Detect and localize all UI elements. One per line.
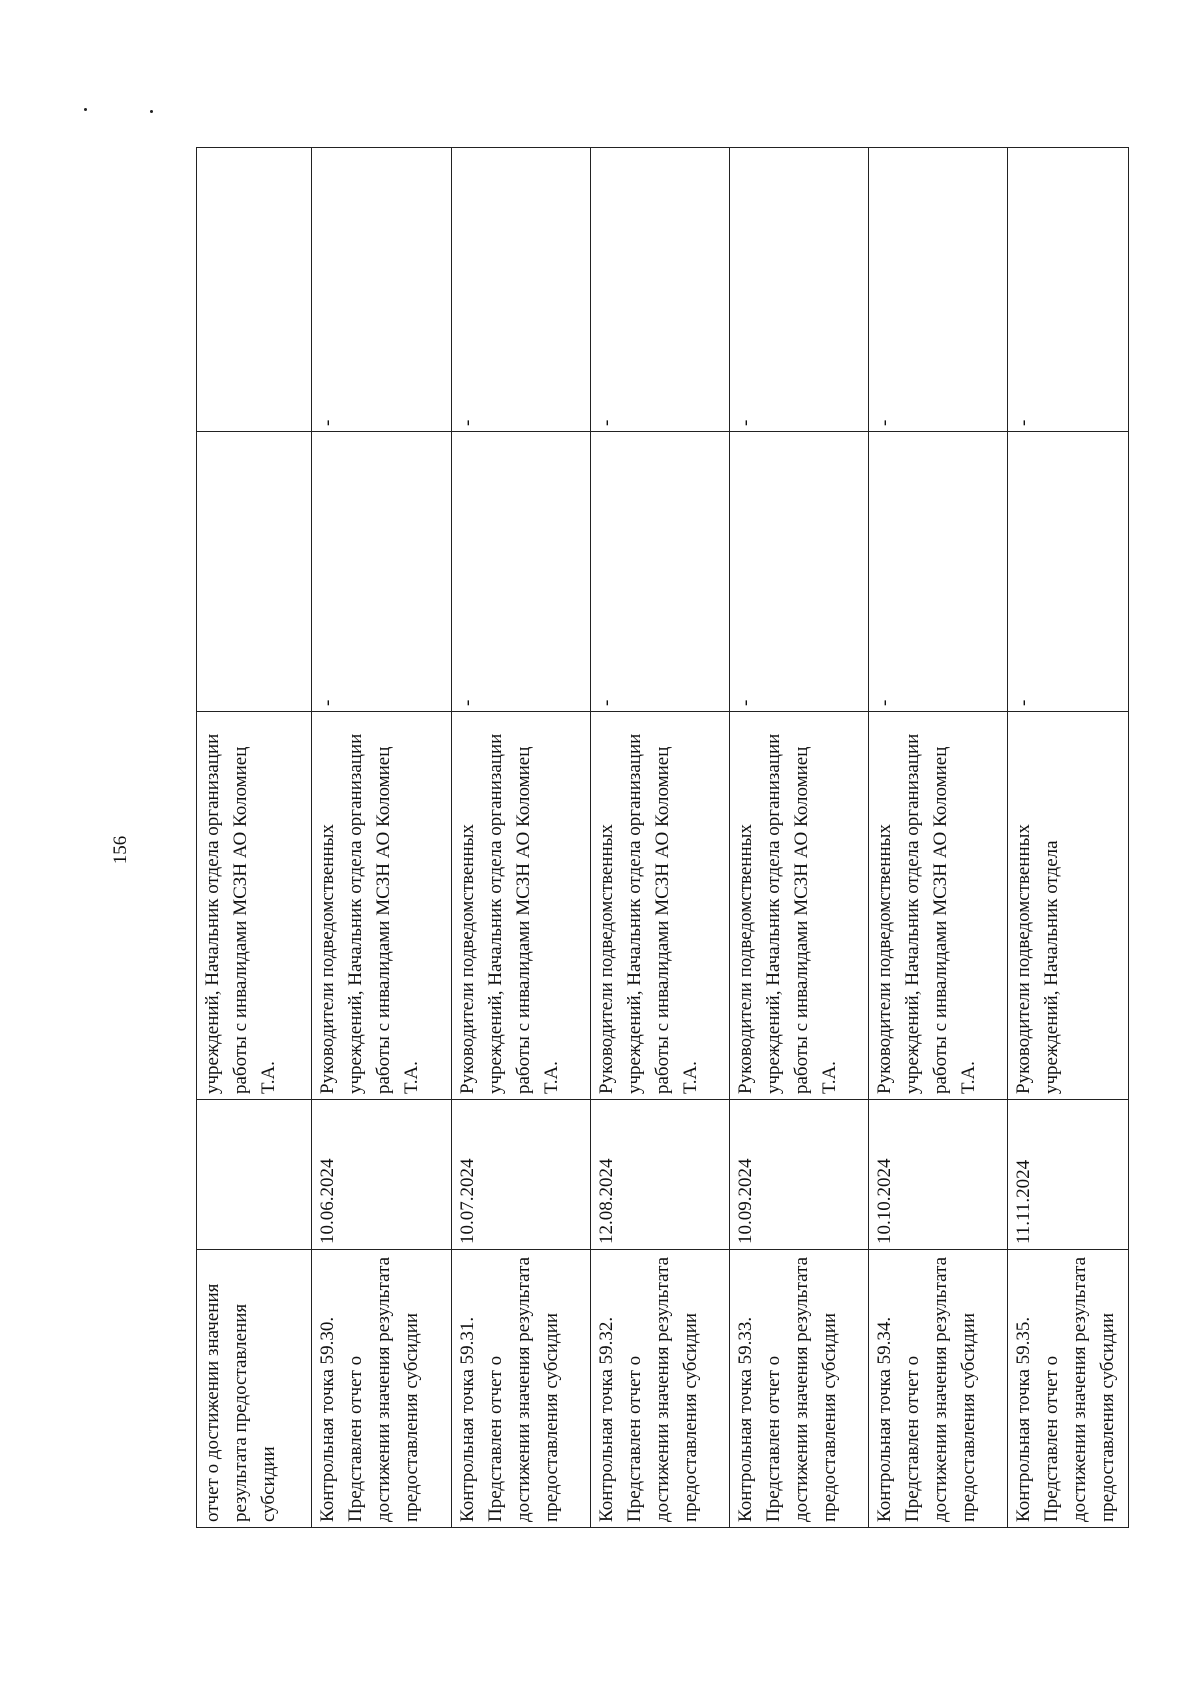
rotated-table-container bbox=[196, 148, 1129, 1528]
date-cell: 10.06.2024 bbox=[312, 1100, 451, 1250]
date-cell: 10.09.2024 bbox=[729, 1100, 868, 1250]
date-cell: 12.08.2024 bbox=[590, 1100, 729, 1250]
empty-cell bbox=[197, 148, 312, 432]
dash-cell: - bbox=[312, 148, 451, 432]
date-cell bbox=[197, 1100, 312, 1250]
event-cell: Контрольная точка 59.32. Представлен отчет о достижении значения результата предоставления субсидии bbox=[590, 1250, 729, 1528]
responsible-cell: Руководители подведомственных учреждений, Начальник отдела организации работы с инвалидами МСЗН АО Коломиец Т.А. bbox=[869, 712, 1008, 1100]
dash-cell: - bbox=[729, 148, 868, 432]
event-cell: Контрольная точка 59.30. Представлен отчет о достижении значения результата предоставления субсидии bbox=[312, 1250, 451, 1528]
responsible-cell: учреждений, Начальник отдела организации работы с инвалидами МСЗН АО Коломиец Т.А. bbox=[197, 712, 312, 1100]
date-cell: 11.11.2024 bbox=[1008, 1100, 1129, 1250]
table-row bbox=[312, 148, 451, 1528]
table-row bbox=[590, 148, 729, 1528]
responsible-cell: Руководители подведомственных учреждений, Начальник отдела организации работы с инвалидами МСЗН АО Коломиец Т.А. bbox=[312, 712, 451, 1100]
table-row bbox=[729, 148, 868, 1528]
dash-cell: - bbox=[451, 148, 590, 432]
responsible-cell: Руководители подведомственных учреждений, Начальник отдела организации работы с инвалидами МСЗН АО Коломиец Т.А. bbox=[729, 712, 868, 1100]
date-cell: 10.07.2024 bbox=[451, 1100, 590, 1250]
dash-cell: - bbox=[312, 432, 451, 712]
dash-cell: - bbox=[1008, 432, 1129, 712]
responsible-cell: Руководители подведомственных учреждений, Начальник отдела организации работы с инвалидами МСЗН АО Коломиец Т.А. bbox=[451, 712, 590, 1100]
responsible-cell: Руководители подведомственных учреждений, Начальник отдела bbox=[1008, 712, 1129, 1100]
responsible-cell: Руководители подведомственных учреждений, Начальник отдела организации работы с инвалидами МСЗН АО Коломиец Т.А. bbox=[590, 712, 729, 1100]
dash-cell: - bbox=[451, 432, 590, 712]
dash-cell: - bbox=[869, 432, 1008, 712]
dash-cell: - bbox=[590, 148, 729, 432]
event-cell: Контрольная точка 59.33. Представлен отчет о достижении значения результата предоставления субсидии bbox=[729, 1250, 868, 1528]
event-cell: Контрольная точка 59.35. Представлен отчет о достижении значения результата предоставления субсидии bbox=[1008, 1250, 1129, 1528]
page-number: 156 bbox=[110, 835, 131, 865]
event-cell: отчет о достижении значения результата предоставления субсидии bbox=[197, 1250, 312, 1528]
dash-cell: - bbox=[1008, 148, 1129, 432]
table-row bbox=[869, 148, 1008, 1528]
event-cell: Контрольная точка 59.34. Представлен отчет о достижении значения результата предоставления субсидии bbox=[869, 1250, 1008, 1528]
date-cell: 10.10.2024 bbox=[869, 1100, 1008, 1250]
control-points-table bbox=[196, 147, 1129, 1528]
scan-speck bbox=[84, 108, 87, 111]
table-row bbox=[451, 148, 590, 1528]
dash-cell: - bbox=[869, 148, 1008, 432]
table-row bbox=[197, 148, 312, 1528]
event-cell: Контрольная точка 59.31. Представлен отчет о достижении значения результата предоставления субсидии bbox=[451, 1250, 590, 1528]
dash-cell: - bbox=[729, 432, 868, 712]
scan-speck bbox=[150, 110, 153, 113]
dash-cell: - bbox=[590, 432, 729, 712]
empty-cell bbox=[197, 432, 312, 712]
table-row bbox=[1008, 148, 1129, 1528]
